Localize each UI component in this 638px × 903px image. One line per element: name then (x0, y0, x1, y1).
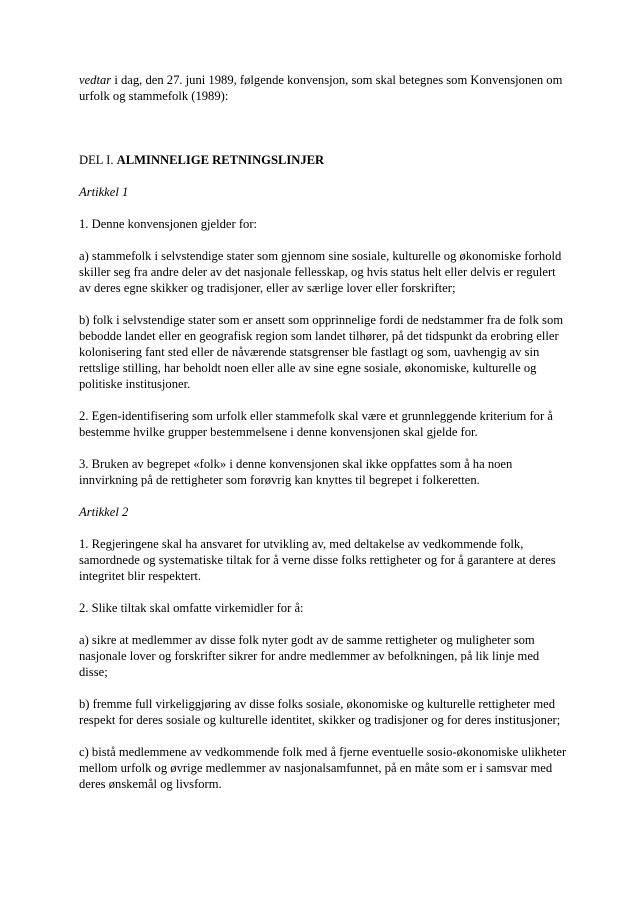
article-1-title: Artikkel 1 (79, 185, 129, 199)
article-1-paragraph: 2. Egen-identifisering som urfolk eller stammefolk skal være et grunnleggende kriterium for å bestemme hvilke grupper bestemmelsene i denne konvensjonen skal gjelde for. (79, 409, 553, 439)
intro-paragraph (79, 72, 569, 104)
part-title: ALMINNELIGE RETNINGSLINJER (116, 153, 325, 167)
part-heading (79, 152, 569, 168)
article-2-paragraph: b) fremme full virkeliggjøring av disse folks sosiale, økonomiske og kulturelle rettigheter med respekt for deres sosiale og kulturelle identitet, skikker og tradisjoner og for deres institusjoner; (79, 697, 561, 727)
part-number: DEL I. (79, 153, 117, 167)
intro-text: i dag, den 27. juni 1989, følgende konvensjon, som skal betegnes som Konvensjonen om urfolk og stammefolk (1989): (79, 73, 563, 103)
document-page (79, 72, 569, 808)
intro-italic-word: vedtar (79, 73, 112, 87)
article-2-paragraph: 2. Slike tiltak skal omfatte virkemidler for å: (79, 601, 304, 615)
article-2-title: Artikkel 2 (79, 505, 129, 519)
article-2-paragraph: c) bistå medlemmene av vedkommende folk med å fjerne eventuelle sosio-økonomiske ulikheter mellom urfolk og øvrige medlemmer av nasjonalsamfunnet, på en måte som er i samsvar med deres ønskemål og livsform. (79, 745, 567, 791)
article-2-paragraph: a) sikre at medlemmer av disse folk nyter godt av de samme rettigheter og muligheter som nasjonale lover og forskrifter sikrer for andre medlemmer av befolkningen, på lik linje med disse; (79, 633, 540, 679)
article-1-paragraph: 3. Bruken av begrepet «folk» i denne konvensjonen skal ikke oppfattes som å ha noen innvirkning på de rettigheter som forøvrig kan knyttes til begrepet i folkeretten. (79, 457, 513, 487)
article-1-paragraph: a) stammefolk i selvstendige stater som gjennom sine sosiale, kulturelle og økonomiske forhold skiller seg fra andre deler av det nasjonale fellesskap, og hvis status helt eller delvis er regulert av deres egne skikker og tradisjoner, eller av særlige lover eller forskrifter; (79, 249, 562, 295)
article-2-paragraph: 1. Regjeringene skal ha ansvaret for utvikling av, med deltakelse av vedkommende folk, samordnede og systematiske tiltak for å verne disse folks rettigheter og for å garantere at deres integritet blir respektert. (79, 537, 556, 583)
article-1-paragraph: 1. Denne konvensjonen gjelder for: (79, 217, 258, 231)
article-1-paragraph: b) folk i selvstendige stater som er ansett som opprinnelige fordi de nedstammer fra de folk som bebodde landet eller en geografisk region som landet tilhører, på det tidspunkt da erobring eller kolonisering fant sted eller de nåværende statsgrenser ble fastlagt og som, uavhengig av sin rettslige stilling, har beholdt noen eller alle av sine egne sosiale, økonomiske, kulturelle og politiske institusjoner. (79, 313, 564, 391)
